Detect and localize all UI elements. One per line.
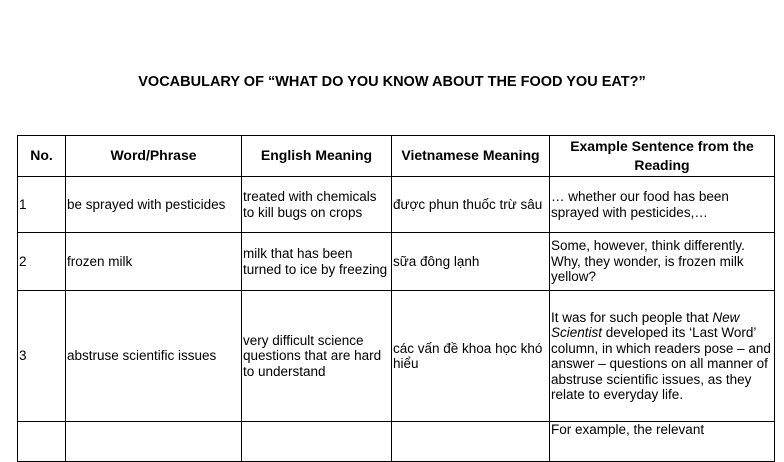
publication-name: New Scientist [551, 309, 740, 340]
example-sentence: For example, the relevant [550, 422, 775, 462]
table-row [18, 233, 775, 291]
example-sentence: Some, however, think differently. Why, they wonder, is frozen milk yellow? [550, 233, 775, 291]
table-row [18, 422, 775, 462]
row-number: 3 [18, 291, 66, 422]
word-phrase: be sprayed with pesticides [66, 177, 242, 233]
word-phrase [66, 422, 242, 462]
row-number [18, 422, 66, 462]
vietnamese-meaning: được phun thuốc trừ sâu [392, 177, 550, 233]
header-no: No. [18, 136, 66, 177]
header-word: Word/Phrase [66, 136, 242, 177]
header-english: English Meaning [242, 136, 392, 177]
header-example: Example Sentence from the Reading [550, 136, 775, 177]
document-title: VOCABULARY OF “WHAT DO YOU KNOW ABOUT THE FOOD YOU EAT?” [138, 74, 646, 90]
english-meaning [242, 422, 392, 462]
example-text: It was for such people that [551, 309, 713, 325]
table-row [18, 291, 775, 422]
english-meaning: milk that has been turned to ice by freezing [242, 233, 392, 291]
word-phrase: frozen milk [66, 233, 242, 291]
table-row [18, 177, 775, 233]
row-number: 2 [18, 233, 66, 291]
header-vietnamese: Vietnamese Meaning [392, 136, 550, 177]
english-meaning: treated with chemicals to kill bugs on crops [242, 177, 392, 233]
vietnamese-meaning [392, 422, 550, 462]
vocabulary-table [17, 135, 775, 462]
row-number: 1 [18, 177, 66, 233]
example-sentence: … whether our food has been sprayed with pesticides,… [550, 177, 775, 233]
example-sentence [550, 291, 775, 422]
english-meaning: very difficult science questions that are hard to understand [242, 291, 392, 422]
vietnamese-meaning: các vấn đề khoa học khó hiểu [392, 291, 550, 422]
table-header-row [18, 136, 775, 177]
word-phrase: abstruse scientific issues [66, 291, 242, 422]
example-text: developed its ‘Last Word’ column, in which readers pose – and answer – questions on all manner of abstruse scientific issues, as they relate to everyday life. [551, 325, 771, 402]
vietnamese-meaning: sữa đông lạnh [392, 233, 550, 291]
